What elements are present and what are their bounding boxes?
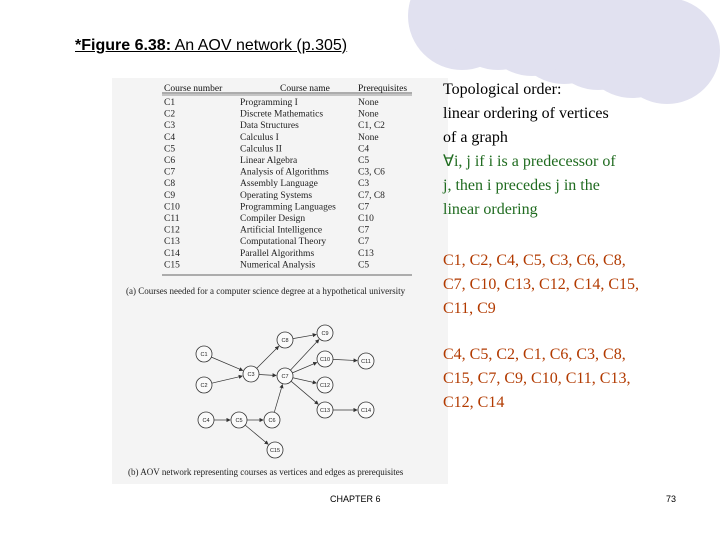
table-cell-num: C10 — [164, 202, 180, 213]
graph-edges — [211, 335, 357, 445]
table-cell-pre: None — [358, 109, 379, 120]
table-cell-pre: None — [358, 98, 379, 108]
definition-line-5: linear ordering — [443, 201, 538, 218]
table-cell-name: Calculus I — [240, 132, 279, 143]
table-cell-pre: C4 — [358, 144, 370, 155]
table-cell-name: Discrete Mathematics — [240, 109, 324, 120]
topological-order-1 — [443, 249, 639, 321]
table-cell-num: C7 — [164, 167, 176, 178]
table-rows — [164, 98, 385, 270]
graph-node-label: C3 — [247, 371, 255, 378]
order1-line-1: C1, C2, C4, C5, C3, C6, C8, — [443, 252, 626, 269]
edge-c10-c11 — [333, 359, 357, 360]
table-cell-pre: C10 — [358, 214, 374, 224]
table-cell-num: C14 — [164, 248, 180, 259]
edge-c6-c7 — [274, 385, 282, 413]
footer-page-number: 73 — [666, 494, 677, 504]
table-cell-pre: C5 — [358, 156, 370, 166]
definition-line-1: linear ordering of vertices — [443, 105, 609, 122]
table-cell-name: Programming I — [240, 98, 298, 108]
title-figure-label: *Figure 6.38: — [75, 37, 172, 54]
table-cell-name: Programming Languages — [240, 202, 336, 213]
graph-node-label: C11 — [361, 358, 371, 365]
table-cell-pre: C7 — [358, 225, 370, 236]
graph-node-label: C10 — [319, 356, 331, 363]
graph-nodes — [196, 325, 374, 458]
table-cell-pre: C7 — [358, 202, 370, 213]
table-cell-name: Numerical Analysis — [240, 260, 316, 271]
edge-c7-c12 — [293, 378, 316, 383]
table-cell-name: Data Structures — [240, 121, 299, 132]
graph-node-label: C6 — [268, 417, 276, 424]
edge-c3-c7 — [259, 374, 276, 375]
graph-node-label: C8 — [281, 337, 289, 344]
edge-c7-c13 — [291, 381, 318, 404]
graph-node-label: C14 — [360, 407, 372, 414]
decor-circle-7 — [614, 0, 720, 104]
table-cell-pre: C7, C8 — [358, 190, 385, 201]
definition-heading: Topological order: — [443, 81, 562, 98]
header-course-name: Course name — [280, 84, 330, 94]
table-cell-name: Linear Algebra — [240, 156, 298, 166]
table-cell-name: Parallel Algorithms — [240, 248, 315, 259]
edge-c7-c9 — [290, 340, 318, 371]
caption-b: (b) AOV network representing courses as vertices and edges as prerequisites — [128, 467, 404, 477]
table-cell-num: C6 — [164, 156, 176, 166]
graph-node-label: C2 — [200, 382, 208, 389]
header-prerequisites: Prerequisites — [358, 84, 408, 94]
table-cell-pre: C13 — [358, 248, 374, 259]
caption-a: (a) Courses needed for a computer science degree at a hypothetical university — [126, 286, 406, 296]
order1-line-2: C7, C10, C13, C12, C14, C15, — [443, 276, 640, 293]
order2-line-2: C15, C7, C9, C10, C11, C13, — [443, 370, 631, 387]
edge-c1-c3 — [211, 357, 242, 370]
footer-chapter: CHAPTER 6 — [330, 494, 381, 504]
table-cell-num: C1 — [164, 98, 176, 108]
graph-node-label: C1 — [200, 351, 208, 358]
edge-c8-c9 — [293, 335, 316, 339]
table-cell-num: C5 — [164, 144, 176, 155]
figure-canvas — [112, 78, 448, 484]
definition-line-3: ∀i, j if i is a predecessor of — [443, 153, 616, 170]
table-cell-pre: C1, C2 — [358, 121, 385, 132]
table-cell-num: C4 — [164, 132, 176, 143]
table-cell-num: C15 — [164, 260, 180, 271]
order1-line-3: C11, C9 — [443, 300, 496, 317]
graph-node-label: C12 — [319, 382, 331, 389]
graph-node-label: C7 — [281, 373, 289, 380]
table-cell-num: C3 — [164, 121, 176, 132]
table-cell-name: Operating Systems — [240, 190, 313, 201]
table-cell-name: Computational Theory — [240, 237, 327, 248]
graph-node-label: C9 — [321, 330, 329, 337]
graph-node-label: C5 — [235, 417, 243, 424]
order2-line-3: C12, C14 — [443, 394, 505, 411]
table-cell-name: Calculus II — [240, 144, 282, 155]
aov-figure — [112, 78, 448, 484]
graph-node-label: C15 — [269, 447, 281, 454]
table-cell-pre: C3, C6 — [358, 167, 385, 178]
table-cell-name: Analysis of Algorithms — [240, 167, 329, 178]
table-cell-pre: C7 — [358, 237, 370, 248]
table-cell-name: Compiler Design — [240, 214, 306, 224]
table-cell-pre: C3 — [358, 179, 370, 190]
graph-node-label: C13 — [319, 407, 331, 414]
table-cell-num: C9 — [164, 190, 176, 201]
definition-block — [443, 78, 616, 222]
graph-node-label: C4 — [202, 417, 210, 424]
table-cell-pre: C5 — [358, 260, 370, 271]
table-cell-num: C2 — [164, 109, 176, 120]
table-cell-num: C13 — [164, 237, 180, 248]
edge-c3-c8 — [257, 346, 279, 368]
definition-line-4: j, then i precedes j in the — [443, 177, 600, 194]
table-cell-pre: None — [358, 132, 379, 143]
title-text: An AOV network (p.305) — [171, 37, 348, 54]
table-cell-name: Assembly Language — [240, 179, 318, 190]
table-cell-num: C12 — [164, 225, 180, 236]
edge-c5-c15 — [245, 425, 268, 444]
table-cell-num: C11 — [164, 214, 180, 224]
table-cell-num: C8 — [164, 179, 176, 190]
header-course-number: Course number — [164, 84, 223, 94]
topological-order-2 — [443, 343, 630, 415]
slide-title — [75, 37, 347, 55]
definition-line-2: of a graph — [443, 129, 508, 146]
table-cell-name: Artificial Intelligence — [240, 225, 323, 236]
order2-line-1: C4, C5, C2, C1, C6, C3, C8, — [443, 346, 626, 363]
edge-c2-c3 — [212, 376, 242, 383]
